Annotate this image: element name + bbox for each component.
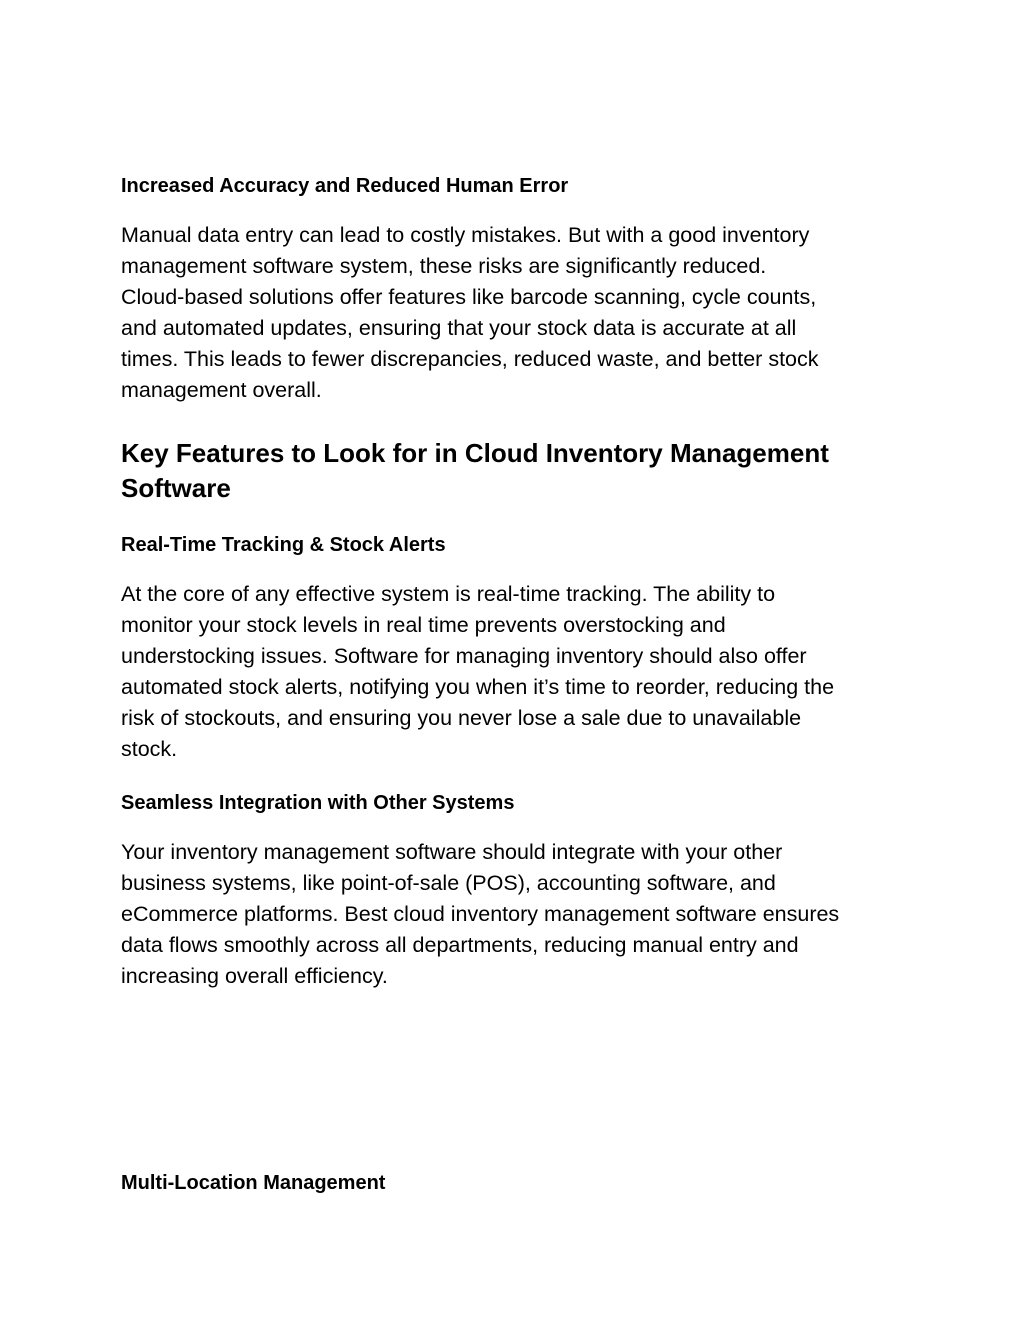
- paragraph-real-time-tracking: [121, 579, 911, 765]
- paragraph-line: At the core of any effective system is real-time tracking. The ability to: [121, 582, 776, 606]
- main-heading-key-features: [121, 436, 881, 506]
- paragraph-line: and automated updates, ensuring that your stock data is accurate at all: [121, 316, 797, 340]
- paragraph-line: Cloud-based solutions offer features like barcode scanning, cycle counts,: [121, 285, 817, 309]
- feature-heading-seamless-integration: Seamless Integration with Other Systems: [121, 792, 515, 814]
- paragraph-line: data flows smoothly across all departments, reducing manual entry and: [121, 933, 799, 957]
- feature-heading-real-time-tracking: Real-Time Tracking & Stock Alerts: [121, 534, 446, 556]
- paragraph-line: monitor your stock levels in real time prevents overstocking and: [121, 613, 726, 637]
- paragraph-line: management software system, these risks are significantly reduced.: [121, 254, 767, 278]
- paragraph-line: risk of stockouts, and ensuring you never lose a sale due to unavailable: [121, 706, 802, 730]
- paragraph-line: stock.: [121, 737, 178, 761]
- paragraph-line: eCommerce platforms. Best cloud inventory management software ensures: [121, 902, 840, 926]
- paragraph-seamless-integration: [121, 837, 911, 992]
- paragraph-line: Your inventory management software should integrate with your other: [121, 840, 783, 864]
- paragraph-line: understocking issues. Software for managing inventory should also offer: [121, 644, 807, 668]
- paragraph-line: Manual data entry can lead to costly mistakes. But with a good inventory: [121, 223, 810, 247]
- paragraph-line: management overall.: [121, 378, 322, 402]
- paragraph-accuracy: [121, 220, 911, 406]
- paragraph-line: increasing overall efficiency.: [121, 964, 388, 988]
- paragraph-line: business systems, like point-of-sale (POS), accounting software, and: [121, 871, 776, 895]
- feature-heading-multi-location: Multi-Location Management: [121, 1172, 386, 1194]
- heading-line: Key Features to Look for in Cloud Inventory Management: [121, 438, 829, 468]
- section-heading-accuracy: Increased Accuracy and Reduced Human Error: [121, 175, 569, 197]
- paragraph-line: times. This leads to fewer discrepancies, reduced waste, and better stock: [121, 347, 819, 371]
- paragraph-line: automated stock alerts, notifying you when it’s time to reorder, reducing the: [121, 675, 835, 699]
- heading-line: Software: [121, 473, 231, 503]
